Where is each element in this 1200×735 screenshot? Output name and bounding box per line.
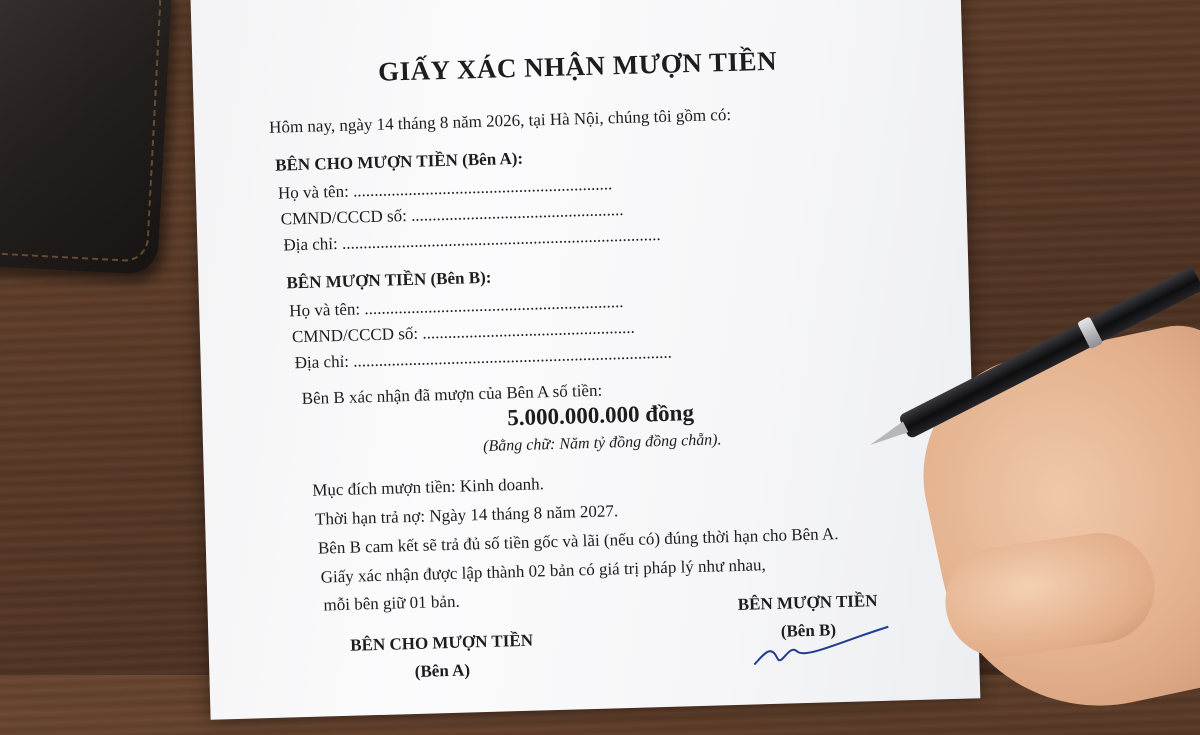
- party-b-heading: BÊN MƯỢN TIỀN (Bên B):: [286, 267, 492, 293]
- document-title: GIẤY XÁC NHẬN MƯỢN TIỀN: [377, 45, 778, 87]
- signature-block-a: [326, 630, 557, 684]
- confirmation-line: Bên B xác nhận đã mượn của Bên A số tiền:: [301, 380, 603, 409]
- party-a-address-label: Địa chỉ:: [283, 233, 338, 255]
- party-a-name-blank: .............................................................: [352, 174, 613, 201]
- copies-line-2: mỗi bên giữ 01 bản.: [323, 591, 460, 615]
- party-b-address-label: Địa chỉ:: [294, 351, 350, 373]
- party-a-name-label: Họ và tên:: [277, 181, 350, 203]
- party-a-address-blank: ...........................................................................: [341, 224, 661, 253]
- party-b-address-blank: ...........................................................................: [352, 342, 673, 371]
- party-a-id-blank: ..................................................: [410, 199, 624, 225]
- party-b-name-field: [289, 292, 624, 321]
- party-a-heading: BÊN CHO MƯỢN TIỀN (Bên A):: [274, 148, 524, 175]
- party-b-id-label: CMND/CCCD số:: [291, 323, 419, 347]
- loan-confirmation-paper: [190, 0, 980, 720]
- party-a-address-field: [283, 225, 661, 256]
- signature-a-title: BÊN CHO MƯỢN TIỀN: [349, 630, 534, 655]
- deadline-line: Thời hạn trả nợ: Ngày 14 tháng 8 năm 2027.: [314, 501, 619, 529]
- copies-line-1: Giấy xác nhận được lập thành 02 bản có giá trị pháp lý như nhau,: [320, 555, 767, 587]
- purpose-line: Mục đích mượn tiền: Kinh doanh.: [312, 474, 545, 500]
- signature-b-subtitle: (Bên B): [780, 620, 837, 641]
- party-a-id-label: CMND/CCCD số:: [280, 206, 408, 229]
- party-b-id-blank: ..................................................: [422, 317, 636, 343]
- intro-line: Hôm nay, ngày 14 tháng 8 năm 2026, tại Hà Nội, chúng tôi gồm có:: [268, 104, 732, 137]
- party-a-name-field: [278, 174, 613, 203]
- signature-a-subtitle: (Bên A): [414, 660, 471, 681]
- commitment-line: Bên B cam kết sẽ trả đủ số tiền gốc và lãi (nếu có) đúng thời hạn cho Bên A.: [317, 524, 839, 558]
- party-b-name-label: Họ và tên:: [289, 299, 361, 321]
- amount-in-words: (Bằng chữ: Năm tỷ đồng đồng chẵn).: [482, 431, 722, 455]
- party-b-id-field: [292, 318, 635, 348]
- party-b-name-blank: .............................................................: [364, 292, 624, 319]
- loan-amount: 5.000.000.000 đồng: [506, 400, 695, 431]
- party-b-address-field: [294, 343, 672, 374]
- signature-scribble: [748, 620, 899, 674]
- party-a-id-field: [280, 200, 623, 230]
- signature-b-title: BÊN MƯỢN TIỀN: [737, 591, 878, 614]
- leather-wallet: [0, 0, 173, 275]
